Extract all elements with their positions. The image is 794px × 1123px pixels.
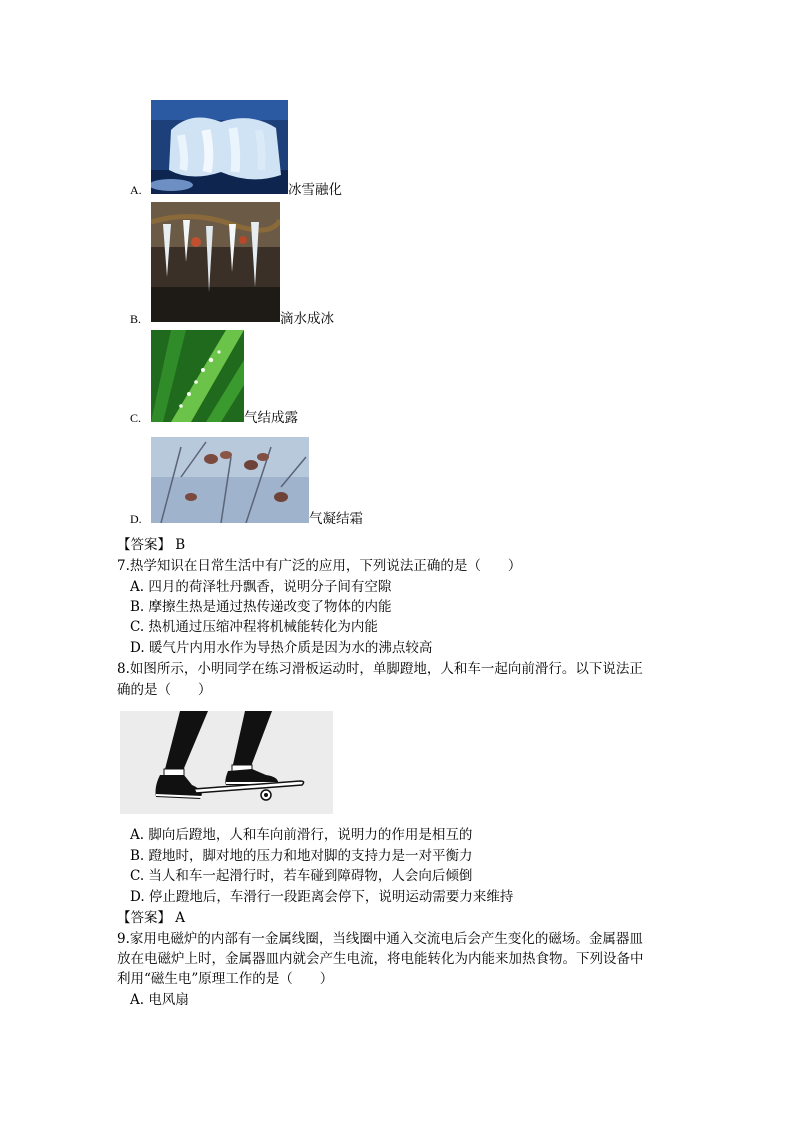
q7-option-c: C. 热机通过压缩冲程将机械能转化为内能	[130, 619, 378, 635]
q6-answer: 【答案】 B	[117, 537, 186, 553]
skateboard-figure	[120, 711, 333, 814]
option-a-caption: 冰雪融化	[288, 182, 342, 198]
option-a-letter: A.	[130, 183, 142, 197]
q8-option-b: B. 蹬地时，脚对地的压力和地对脚的支持力是一对平衡力	[130, 848, 473, 864]
option-d-caption: 气凝结霜	[309, 511, 363, 527]
q9-option-a: A. 电风扇	[130, 992, 189, 1008]
q8-option-d: D. 停止蹬地后，车滑行一段距离会停下，说明运动需要力来维持	[130, 889, 514, 905]
q7-option-a: A. 四月的荷泽牡丹飘香，说明分子间有空隙	[130, 579, 392, 595]
q8-answer: 【答案】 A	[117, 910, 186, 926]
q8-option-c: C. 当人和车一起滑行时，若车碰到障碍物，人会向后倾倒	[130, 868, 473, 884]
q8-stem-line2: 确的是（ ）	[117, 682, 212, 698]
dew-image	[151, 330, 244, 422]
q8-stem-line1: 8.如图所示，小明同学在练习滑板运动时，单脚蹬地，人和车一起向前滑行。以下说法正	[117, 661, 643, 677]
q9-stem-line2: 放在电磁炉上时，金属器皿内就会产生电流，将电能转化为内能来加热食物。下列设备中	[117, 951, 644, 967]
q7-option-d: D. 暖气片内用水作为导热介质是因为水的沸点较高	[130, 640, 433, 656]
option-d-letter: D.	[130, 512, 142, 526]
icicles-image	[151, 202, 280, 322]
option-c-letter: C.	[130, 411, 142, 425]
q7-stem: 7.热学知识在日常生活中有广泛的应用，下列说法正确的是（ ）	[117, 558, 522, 574]
frost-image	[151, 437, 309, 523]
option-c-caption: 气结成露	[244, 410, 298, 426]
option-b-caption: 滴水成冰	[280, 311, 334, 327]
q8-option-a: A. 脚向后蹬地，人和车向前滑行，说明力的作用是相互的	[130, 827, 473, 843]
option-b-letter: B.	[130, 312, 142, 326]
q9-stem-line3: 利用“磁生电”原理工作的是（ ）	[117, 971, 334, 987]
q7-option-b: B. 摩擦生热是通过热传递改变了物体的内能	[130, 599, 392, 615]
q9-stem-line1: 9.家用电磁炉的内部有一金属线圈，当线圈中通入交流电后会产生变化的磁场。金属器皿	[117, 931, 643, 947]
ice-melting-image	[151, 100, 288, 194]
